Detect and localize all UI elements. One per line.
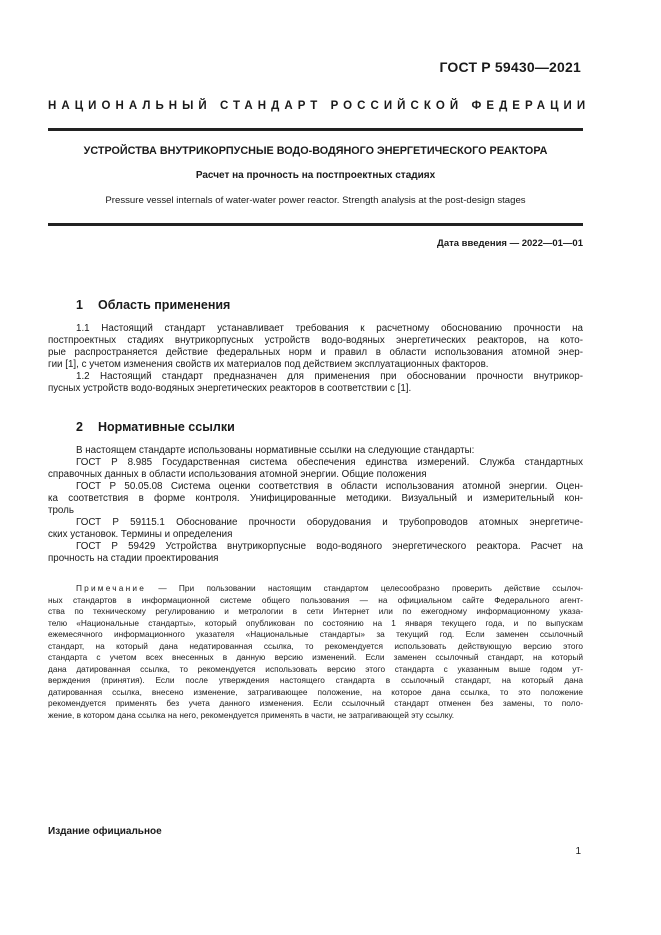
paragraph-line: гии [1], с учетом изменения свойств их материалов под действием эксплуатационных факторов. (48, 359, 489, 370)
note-line: верждения (принятия). Если после утверждения настоящего стандарта в ссылочный стандарт, на который дана (48, 675, 583, 685)
note-line: стандарта с учетом всех внесенных в данную версию изменений. Если заменен ссылочный стандарт, на который (48, 652, 583, 662)
paragraph-line: пусных устройств водо-водяных энергетических реакторов в соответствии с [1]. (48, 383, 412, 394)
bottom-divider (48, 223, 583, 226)
paragraph-line: рые распространяется действие федеральных норм и правил в области использования атомной энер- (48, 347, 583, 358)
reference-line: ГОСТ Р 59429 Устройства внутрикорпусные водо-водяного энергетического реактора. Расчет на (76, 541, 583, 552)
note-label: Примечание (76, 583, 147, 593)
section-1-number: 1 (76, 298, 83, 312)
page-number: 1 (575, 846, 581, 857)
paragraph-line: постпроектных стадиях внутрикорпусных устройств водо-водяных энергетических реакторов, на кото- (48, 335, 583, 346)
reference-line: ских установок. Термины и определения (48, 529, 233, 540)
note-line: стандарт, на который дана недатированная ссылка, то рекомендуется использовать действующую версию этого (48, 640, 583, 651)
note-line: датированная ссылка, внесено изменение, затрагивающее положение, на которое дана ссылка, то это положение (48, 686, 583, 697)
note-line: рекомендуется применять без учета данного изменения. Если ссылочный стандарт отменен без замены, то поло- (48, 698, 583, 708)
paragraph-line: 1.2 Настоящий стандарт предназначен для применения при обосновании прочности внутрикор- (76, 371, 583, 382)
note-line: телю «Национальные стандарты», который опубликован по состоянию на 1 января текущего года, и по выпускам (48, 617, 583, 628)
note-first-line-text: — При пользовании настоящим стандартом целесообразно проверить действие ссылоч- (146, 583, 583, 593)
official-edition-label: Издание официальное (48, 826, 162, 837)
section-2-body (48, 445, 583, 565)
standard-title: УСТРОЙСТВА ВНУТРИКОРПУСНЫЕ ВОДО-ВОДЯНОГО ЭНЕРГЕТИЧЕСКОГО РЕАКТОРА (83, 145, 548, 157)
section-2-heading (76, 420, 235, 434)
section-2-title: Нормативные ссылки (98, 420, 235, 434)
standard-english-title: Pressure vessel internals of water-water power reactor. Strength analysis at the post-design stages (105, 195, 526, 206)
reference-line: прочность на стадии проектирования (48, 553, 219, 564)
section-1-body (48, 323, 583, 395)
paragraph-line: 1.1 Настоящий стандарт устанавливает требования к расчетному обоснованию прочности на (76, 323, 583, 334)
note-line: ных стандартов в информационной системе общего пользования — на официальном сайте Федерального агент- (48, 594, 583, 605)
note-line: ства по техническому регулированию и метрологии в сети Интернет или по ежегодному информационному указа- (48, 606, 583, 616)
document-number: ГОСТ Р 59430—2021 (439, 59, 581, 75)
top-divider (48, 128, 583, 131)
section-1-heading (76, 298, 230, 312)
reference-line: справочных данных в области использования атомной энергии. Общие положения (48, 469, 427, 480)
note-line: жение, в котором дана ссылка на него, рекомендуется применять в части, не затрагивающей эту ссылку. (48, 709, 455, 720)
note-line: дана датированная ссылка, то рекомендуется использовать версию этого стандарта с указанным выше годом ут- (48, 663, 583, 674)
note-first-line (48, 583, 583, 595)
reference-line: ГОСТ Р 8.985 Государственная система обеспечения единства измерений. Служба стандартных (76, 457, 583, 468)
paragraph-line: В настоящем стандарте использованы нормативные ссылки на следующие стандарты: (76, 445, 475, 456)
reference-line: ГОСТ Р 50.05.08 Система оценки соответствия в области использования атомной энергии. Оцен- (76, 481, 583, 492)
standard-subtitle: Расчет на прочность на постпроектных стадиях (195, 170, 436, 181)
reference-line: троль (48, 505, 74, 516)
introduction-date: Дата введения — 2022—01—01 (437, 238, 583, 249)
note-line: ежемесячного информационного указателя «Национальные стандарты» за текущий год. Если заменен ссылочный (48, 629, 583, 639)
reference-line: ГОСТ Р 59115.1 Обоснование прочности оборудования и трубопроводов атомных энергетиче- (76, 517, 583, 528)
note-block (48, 583, 583, 721)
section-2-number: 2 (76, 420, 83, 434)
section-1-title: Область применения (98, 298, 231, 312)
national-standard-heading: НАЦИОНАЛЬНЫЙ СТАНДАРТ РОССИЙСКОЙ ФЕДЕРАЦИИ (48, 100, 591, 112)
reference-line: ка соответствия в форме контроля. Унифицированные методики. Визуальный и измерительный кон- (48, 493, 583, 504)
